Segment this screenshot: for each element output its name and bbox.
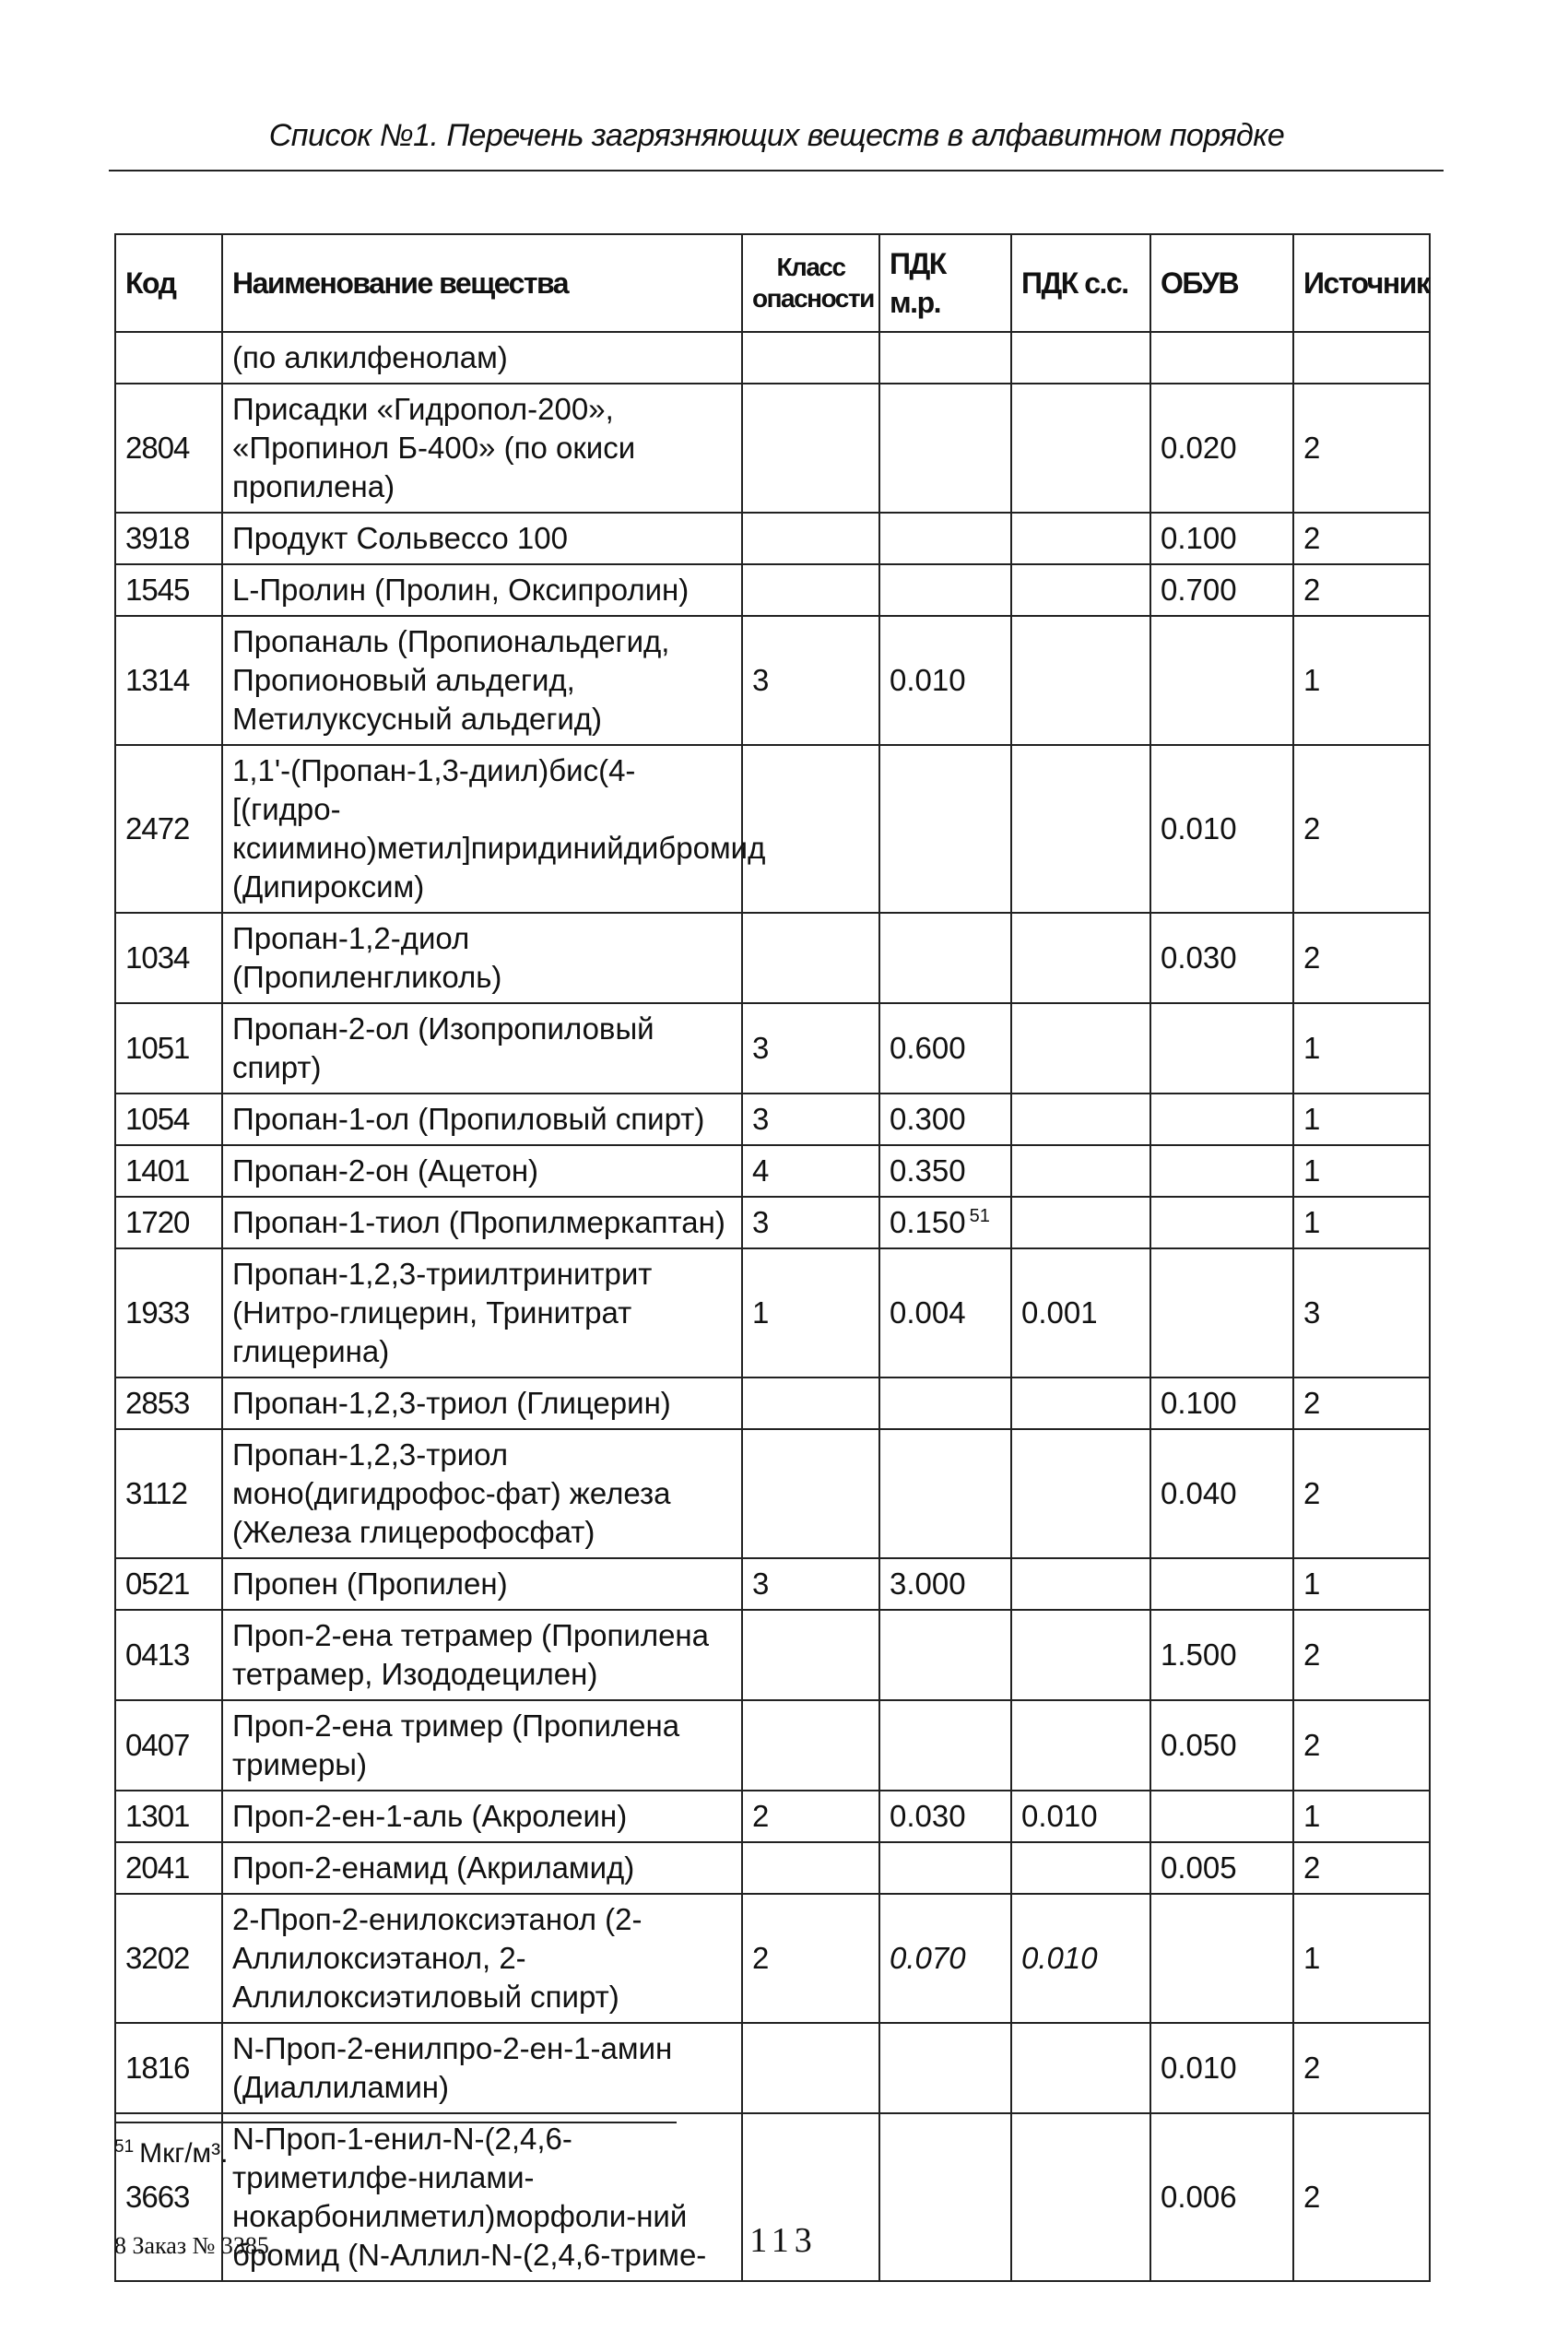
cell-pdk-ss (1011, 1197, 1150, 1248)
cell-obuv (1150, 1248, 1293, 1377)
cell-obuv: 0.010 (1150, 745, 1293, 913)
cell-source: 1 (1293, 1003, 1430, 1094)
cell-obuv: 0.040 (1150, 1429, 1293, 1558)
cell-obuv (1150, 616, 1293, 745)
cell-hazard-class: 4 (742, 1145, 879, 1197)
cell-pdk-mr (879, 1377, 1011, 1429)
table-row (115, 1003, 1430, 1094)
table-row (115, 1558, 1430, 1610)
cell-pdk-mr (879, 332, 1011, 384)
cell-source: 2 (1293, 745, 1430, 913)
table-row (115, 1894, 1430, 2023)
table-row (115, 2023, 1430, 2113)
cell-pdk-mr (879, 1842, 1011, 1894)
cell-pdk-mr (879, 745, 1011, 913)
cell-pdk-ss (1011, 616, 1150, 745)
footnote-ref: 51 (969, 1206, 990, 1226)
cell-source: 3 (1293, 1248, 1430, 1377)
cell-pdk-ss: 0.010 (1011, 1894, 1150, 2023)
cell-pdk-ss (1011, 513, 1150, 564)
cell-pdk-mr: 0.030 (879, 1791, 1011, 1842)
cell-source: 2 (1293, 1700, 1430, 1791)
cell-pdk-ss (1011, 1558, 1150, 1610)
cell-hazard-class: 3 (742, 1094, 879, 1145)
cell-hazard-class (742, 745, 879, 913)
cell-code: 3663 (115, 2113, 222, 2281)
col-header-source: Источник (1293, 234, 1430, 332)
cell-pdk-ss (1011, 1094, 1150, 1145)
cell-hazard-class (742, 332, 879, 384)
table-row (115, 745, 1430, 913)
cell-source: 2 (1293, 2113, 1430, 2281)
cell-hazard-class (742, 384, 879, 513)
cell-code: 1545 (115, 564, 222, 616)
cell-source: 2 (1293, 384, 1430, 513)
cell-hazard-class (742, 913, 879, 1003)
cell-obuv: 0.050 (1150, 1700, 1293, 1791)
cell-hazard-class (742, 1429, 879, 1558)
cell-hazard-class (742, 1842, 879, 1894)
cell-code (115, 332, 222, 384)
cell-obuv (1150, 1003, 1293, 1094)
cell-pdk-ss (1011, 1700, 1150, 1791)
cell-obuv: 0.020 (1150, 384, 1293, 513)
cell-code: 1720 (115, 1197, 222, 1248)
cell-substance-name: Пропан-1,2,3-триилтринитрит (Нитро-глицерин, Тринитрат глицерина) (222, 1248, 742, 1377)
cell-obuv: 0.700 (1150, 564, 1293, 616)
cell-source: 2 (1293, 564, 1430, 616)
cell-code: 0407 (115, 1700, 222, 1791)
table-header-row (115, 234, 1430, 332)
table-row (115, 384, 1430, 513)
footer-order-number: 8 Заказ № 3385 (114, 2232, 269, 2259)
cell-pdk-mr (879, 1610, 1011, 1700)
cell-source: 1 (1293, 616, 1430, 745)
cell-code: 3202 (115, 1894, 222, 2023)
table-row (115, 564, 1430, 616)
cell-pdk-mr: 0.350 (879, 1145, 1011, 1197)
cell-pdk-mr (879, 513, 1011, 564)
cell-code: 1401 (115, 1145, 222, 1197)
cell-pdk-mr (879, 1429, 1011, 1558)
table-row (115, 1377, 1430, 1429)
footnote-mark: 51 (114, 2137, 135, 2157)
cell-source: 1 (1293, 1094, 1430, 1145)
cell-pdk-mr: 0.070 (879, 1894, 1011, 2023)
cell-pdk-ss (1011, 2023, 1150, 2113)
footnote-text: Мкг/м³. (139, 2138, 229, 2169)
cell-code: 2804 (115, 384, 222, 513)
cell-pdk-ss (1011, 564, 1150, 616)
cell-substance-name: Пропан-1-ол (Пропиловый спирт) (222, 1094, 742, 1145)
cell-pdk-ss (1011, 913, 1150, 1003)
cell-code: 1051 (115, 1003, 222, 1094)
table-row (115, 616, 1430, 745)
cell-substance-name: Проп-2-ена тример (Пропилена тримеры) (222, 1700, 742, 1791)
table-row (115, 1197, 1430, 1248)
cell-pdk-ss (1011, 1003, 1150, 1094)
cell-substance-name: 1,1'-(Пропан-1,3-диил)бис(4-[(гидро-ксиимино)метил]пиридинийдибромид (Дипироксим) (222, 745, 742, 913)
cell-pdk-ss (1011, 1842, 1150, 1894)
cell-code: 1054 (115, 1094, 222, 1145)
footnote (114, 2137, 228, 2170)
cell-obuv (1150, 1145, 1293, 1197)
cell-code: 1034 (115, 913, 222, 1003)
cell-code: 2472 (115, 745, 222, 913)
header-rule (109, 170, 1444, 171)
cell-code: 2853 (115, 1377, 222, 1429)
cell-obuv: 0.100 (1150, 513, 1293, 564)
cell-pdk-ss (1011, 1610, 1150, 1700)
table-row (115, 1145, 1430, 1197)
cell-substance-name: Проп-2-енамид (Акриламид) (222, 1842, 742, 1894)
cell-pdk-ss (1011, 332, 1150, 384)
cell-hazard-class (742, 2023, 879, 2113)
cell-substance-name: Проп-2-ена тетрамер (Пропилена тетрамер, Изододецилен) (222, 1610, 742, 1700)
cell-obuv (1150, 1197, 1293, 1248)
cell-obuv (1150, 1791, 1293, 1842)
table-row (115, 913, 1430, 1003)
cell-pdk-ss (1011, 745, 1150, 913)
cell-substance-name: N-Проп-1-енил-N-(2,4,6-триметилфе-нилами-нокарбонилметил)морфоли-ний бромид (N-Аллил-N-(2,4,6-триме- (222, 2113, 742, 2281)
cell-code: 1933 (115, 1248, 222, 1377)
table-row (115, 513, 1430, 564)
cell-pdk-mr: 0.150 $^{51}$ (879, 1197, 1011, 1248)
cell-obuv (1150, 1094, 1293, 1145)
cell-source: 2 (1293, 913, 1430, 1003)
cell-substance-name: Пропан-1,2,3-триол (Глицерин) (222, 1377, 742, 1429)
cell-source: 1 (1293, 1197, 1430, 1248)
cell-substance-name: Присадки «Гидропол-200», «Пропинол Б-400» (по окиси пропилена) (222, 384, 742, 513)
cell-pdk-ss (1011, 1377, 1150, 1429)
page-header-title: Список №1. Перечень загрязняющих веществ в алфавитном порядке (268, 118, 1285, 153)
cell-obuv: 0.005 (1150, 1842, 1293, 1894)
cell-code: 1314 (115, 616, 222, 745)
cell-hazard-class: 3 (742, 1003, 879, 1094)
cell-obuv (1150, 1558, 1293, 1610)
cell-hazard-class: 2 (742, 1894, 879, 2023)
cell-hazard-class: 3 (742, 1558, 879, 1610)
col-header-hazard-class: Класс опасности (742, 234, 879, 332)
cell-hazard-class (742, 513, 879, 564)
table-row (115, 1429, 1430, 1558)
cell-source: 2 (1293, 1429, 1430, 1558)
cell-code: 0521 (115, 1558, 222, 1610)
table-row (115, 1094, 1430, 1145)
cell-code: 3112 (115, 1429, 222, 1558)
footnote-rule (114, 2122, 677, 2123)
cell-pdk-ss: 0.001 (1011, 1248, 1150, 1377)
cell-code: 2041 (115, 1842, 222, 1894)
cell-code: 1816 (115, 2023, 222, 2113)
table-row (115, 1700, 1430, 1791)
cell-substance-name: L-Пролин (Пролин, Оксипролин) (222, 564, 742, 616)
cell-pdk-ss: 0.010 (1011, 1791, 1150, 1842)
cell-source: 2 (1293, 1377, 1430, 1429)
cell-source (1293, 332, 1430, 384)
cell-source: 2 (1293, 1610, 1430, 1700)
page-number: 113 (749, 2221, 818, 2260)
table-row (115, 332, 1430, 384)
cell-pdk-mr: 0.600 (879, 1003, 1011, 1094)
cell-source: 1 (1293, 1791, 1430, 1842)
cell-pdk-mr: 0.010 (879, 616, 1011, 745)
cell-obuv: 0.010 (1150, 2023, 1293, 2113)
cell-source: 2 (1293, 513, 1430, 564)
table-row (115, 1248, 1430, 1377)
cell-obuv: 0.006 (1150, 2113, 1293, 2281)
table-body (115, 332, 1430, 2281)
table-row (115, 1610, 1430, 1700)
cell-code: 0413 (115, 1610, 222, 1700)
col-header-name: Наименование вещества (222, 234, 742, 332)
cell-source: 2 (1293, 2023, 1430, 2113)
pollutants-table (114, 233, 1431, 2282)
cell-substance-name: Пропен (Пропилен) (222, 1558, 742, 1610)
cell-obuv: 1.500 (1150, 1610, 1293, 1700)
col-header-pdk-mr: ПДК м.р. (879, 234, 1011, 332)
cell-source: 2 (1293, 1842, 1430, 1894)
cell-pdk-mr: 3.000 (879, 1558, 1011, 1610)
cell-hazard-class (742, 1700, 879, 1791)
cell-obuv (1150, 332, 1293, 384)
cell-code: 3918 (115, 513, 222, 564)
col-header-pdk-ss: ПДК с.с. (1011, 234, 1150, 332)
cell-pdk-ss (1011, 384, 1150, 513)
col-header-code: Код (115, 234, 222, 332)
cell-pdk-mr: 0.300 (879, 1094, 1011, 1145)
cell-hazard-class: 2 (742, 1791, 879, 1842)
cell-code: 1301 (115, 1791, 222, 1842)
cell-hazard-class: 3 (742, 616, 879, 745)
cell-substance-name: Пропан-2-ол (Изопропиловый спирт) (222, 1003, 742, 1094)
cell-pdk-mr (879, 384, 1011, 513)
cell-obuv (1150, 1894, 1293, 2023)
cell-hazard-class (742, 1377, 879, 1429)
cell-pdk-ss (1011, 2113, 1150, 2281)
cell-substance-name: Пропаналь (Пропиональдегид, Пропионовый альдегид, Метилуксусный альдегид) (222, 616, 742, 745)
col-header-obuv: ОБУВ (1150, 234, 1293, 332)
cell-substance-name: 2-Проп-2-енилоксиэтанол (2-Аллилоксиэтанол, 2-Аллилоксиэтиловый спирт) (222, 1894, 742, 2023)
cell-source: 1 (1293, 1145, 1430, 1197)
cell-hazard-class: 1 (742, 1248, 879, 1377)
cell-substance-name: Пропан-1,2-диол (Пропиленгликоль) (222, 913, 742, 1003)
cell-substance-name: Проп-2-ен-1-аль (Акролеин) (222, 1791, 742, 1842)
cell-source: 1 (1293, 1894, 1430, 2023)
cell-pdk-mr (879, 2023, 1011, 2113)
cell-substance-name: Пропан-1,2,3-триол моно(дигидрофос-фат) железа (Железа глицерофосфат) (222, 1429, 742, 1558)
cell-obuv: 0.030 (1150, 913, 1293, 1003)
cell-hazard-class: 3 (742, 1197, 879, 1248)
cell-obuv: 0.100 (1150, 1377, 1293, 1429)
cell-substance-name: (по алкилфенолам) (222, 332, 742, 384)
table-row (115, 1791, 1430, 1842)
cell-pdk-mr (879, 913, 1011, 1003)
cell-substance-name: Пропан-2-он (Ацетон) (222, 1145, 742, 1197)
cell-hazard-class (742, 1610, 879, 1700)
cell-substance-name: Продукт Сольвессо 100 (222, 513, 742, 564)
cell-pdk-mr (879, 1700, 1011, 1791)
cell-substance-name: Пропан-1-тиол (Пропилмеркаптан) (222, 1197, 742, 1248)
cell-substance-name: N-Проп-2-енилпро-2-ен-1-амин (Диаллиламин) (222, 2023, 742, 2113)
cell-pdk-ss (1011, 1145, 1150, 1197)
table-row (115, 1842, 1430, 1894)
cell-pdk-mr (879, 2113, 1011, 2281)
cell-pdk-ss (1011, 1429, 1150, 1558)
cell-pdk-mr: 0.004 (879, 1248, 1011, 1377)
cell-hazard-class (742, 564, 879, 616)
cell-source: 1 (1293, 1558, 1430, 1610)
cell-pdk-mr (879, 564, 1011, 616)
